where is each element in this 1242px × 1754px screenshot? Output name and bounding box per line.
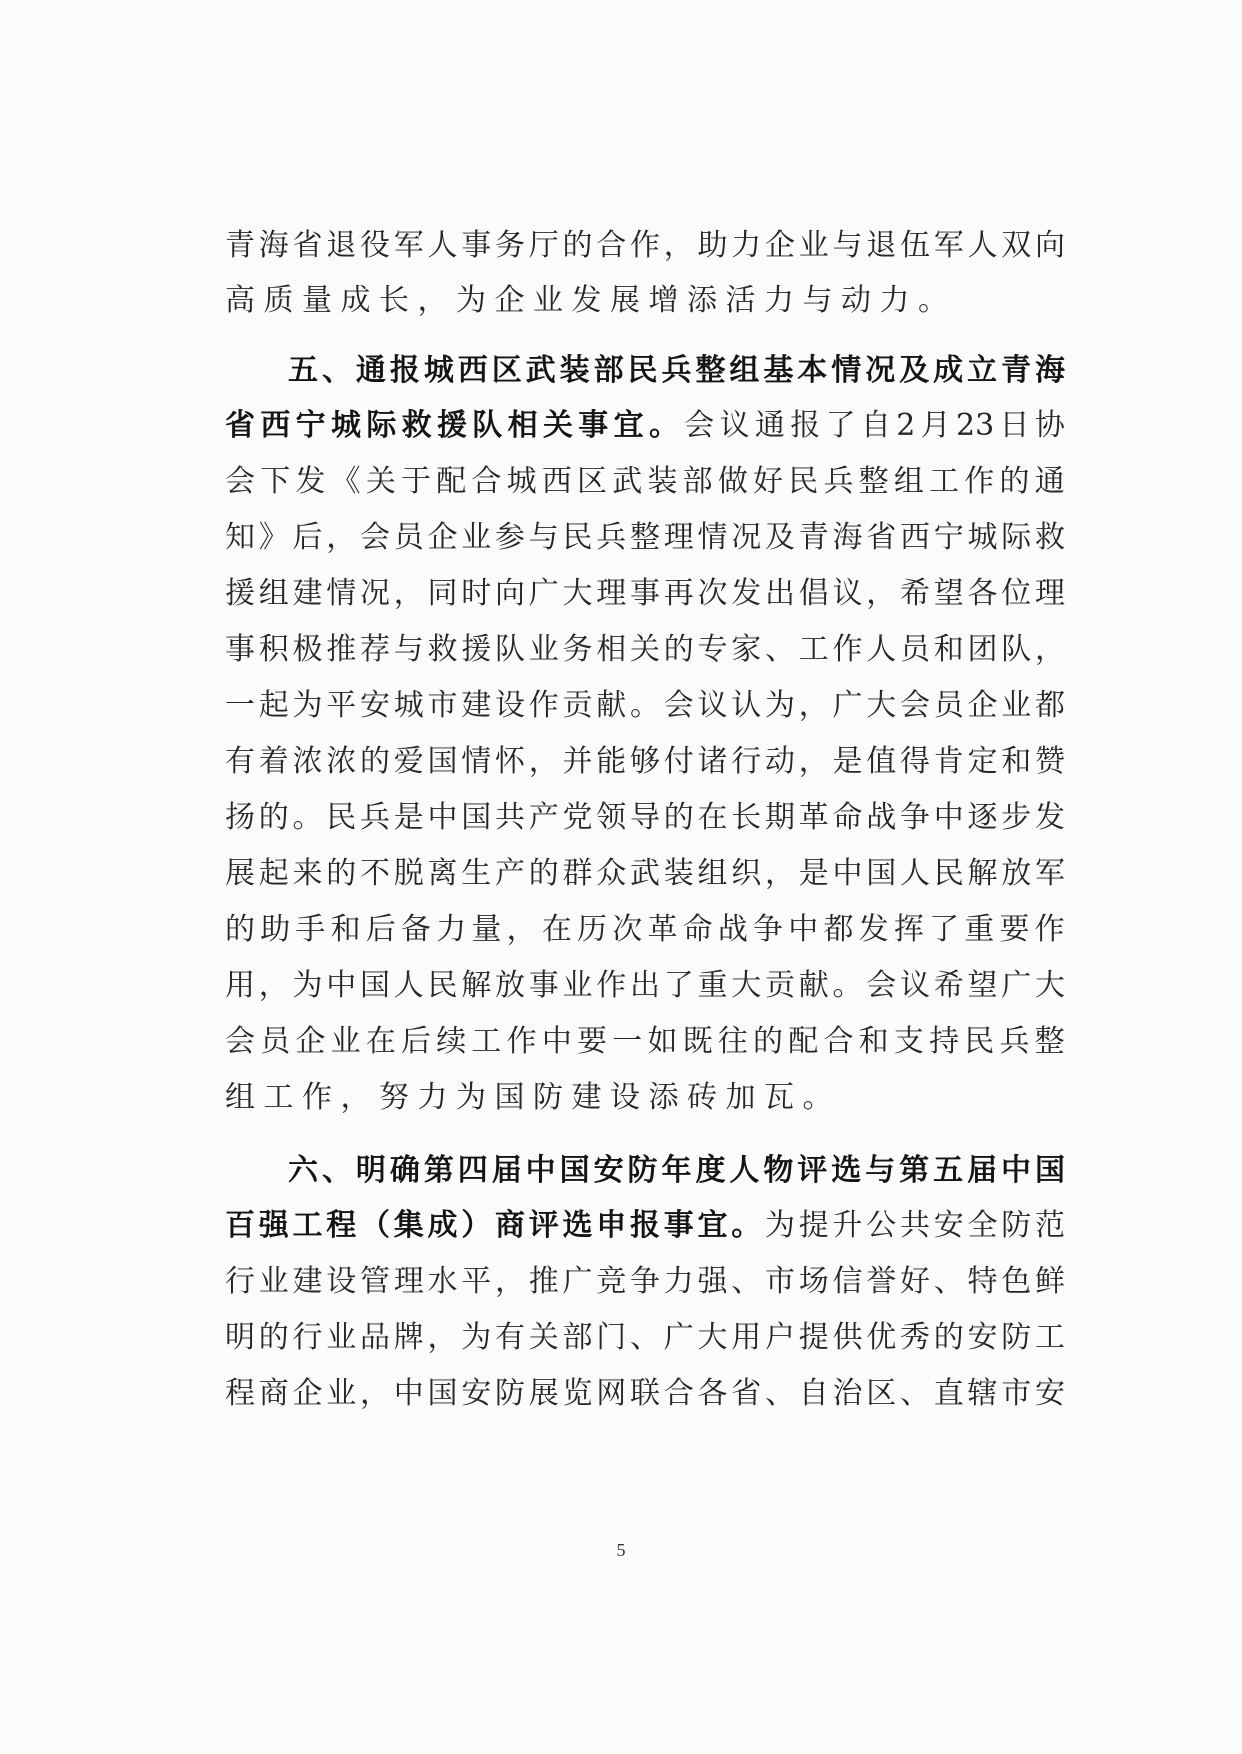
text-line: 用 ， 为 中 国 人 民 解 放 事 业 作 出 了 重 大 贡 献 。 会 议 希 望 广 大 [225,968,1065,1003]
text-line: 会 下 发 《 关 于 配 合 城 西 区 武 装 部 做 好 民 兵 整 组 工 作 的 通 [225,464,1065,499]
text-line: 事 积 极 推 荐 与 救 援 队 业 务 相 关 的 专 家 、 工 作 人 员 和 团 队 ， [225,632,1065,667]
text-line: 高质量成长，为企业发展增添活力与动力。 [225,283,957,318]
text-line: 明 的 行 业 品 牌 ， 为 有 关 部 门 、 广 大 用 户 提 供 优 秀 的 安 防 工 [225,1320,1065,1355]
text-line: 五 、 通 报 城 西 区 武 装 部 民 兵 整 组 基 本 情 况 及 成 立 青 海 [288,353,1065,388]
text-line: 知 》 后 ， 会 员 企 业 参 与 民 兵 整 理 情 况 及 青 海 省 西 宁 城 际 救 [225,520,1065,555]
text-line: 青 海 省 退 役 军 人 事 务 厅 的 合 作 ， 助 力 企 业 与 退 伍 军 人 双 向 [225,228,1065,263]
text-line: 行 业 建 设 管 理 水 平 ， 推 广 竞 争 力 强 、 市 场 信 誉 好 、 特 色 鲜 [225,1264,1065,1299]
text-line: 省 西 宁 城 际 救 援 队 相 关 事 宜 。 会 议 通 报 了 自 2 月 23 日 协 [225,408,1065,443]
text-line: 组工作，努力为国防建设添砖加瓦。 [225,1080,841,1115]
text-line: 六 、 明 确 第 四 届 中 国 安 防 年 度 人 物 评 选 与 第 五 届 中 国 [288,1153,1065,1188]
text-line: 程 商 企 业 ， 中 国 安 防 展 览 网 联 合 各 省 、 自 治 区 、 直 辖 市 安 [225,1376,1065,1411]
text-line: 百 强 工 程 （ 集 成 ） 商 评 选 申 报 事 宜 。 为 提 升 公 共 安 全 防 范 [225,1208,1065,1243]
text-line: 扬 的 。 民 兵 是 中 国 共 产 党 领 导 的 在 长 期 革 命 战 争 中 逐 步 发 [225,800,1065,835]
text-line: 一 起 为 平 安 城 市 建 设 作 贡 献 。 会 议 认 为 ， 广 大 会 员 企 业 都 [225,688,1065,723]
text-line: 援 组 建 情 况 ， 同 时 向 广 大 理 事 再 次 发 出 倡 议 ， 希 望 各 位 理 [225,576,1065,611]
text-line: 的 助 手 和 后 备 力 量 ， 在 历 次 革 命 战 争 中 都 发 挥 了 重 要 作 [225,912,1065,947]
text-line: 会 员 企 业 在 后 续 工 作 中 要 一 如 既 往 的 配 合 和 支 持 民 兵 整 [225,1024,1065,1059]
text-line: 展 起 来 的 不 脱 离 生 产 的 群 众 武 装 组 织 ， 是 中 国 人 民 解 放 军 [225,856,1065,891]
text-line: 有 着 浓 浓 的 爱 国 情 怀 ， 并 能 够 付 诸 行 动 ， 是 值 得 肯 定 和 赞 [225,744,1065,779]
page-number: 5 [616,1540,626,1560]
